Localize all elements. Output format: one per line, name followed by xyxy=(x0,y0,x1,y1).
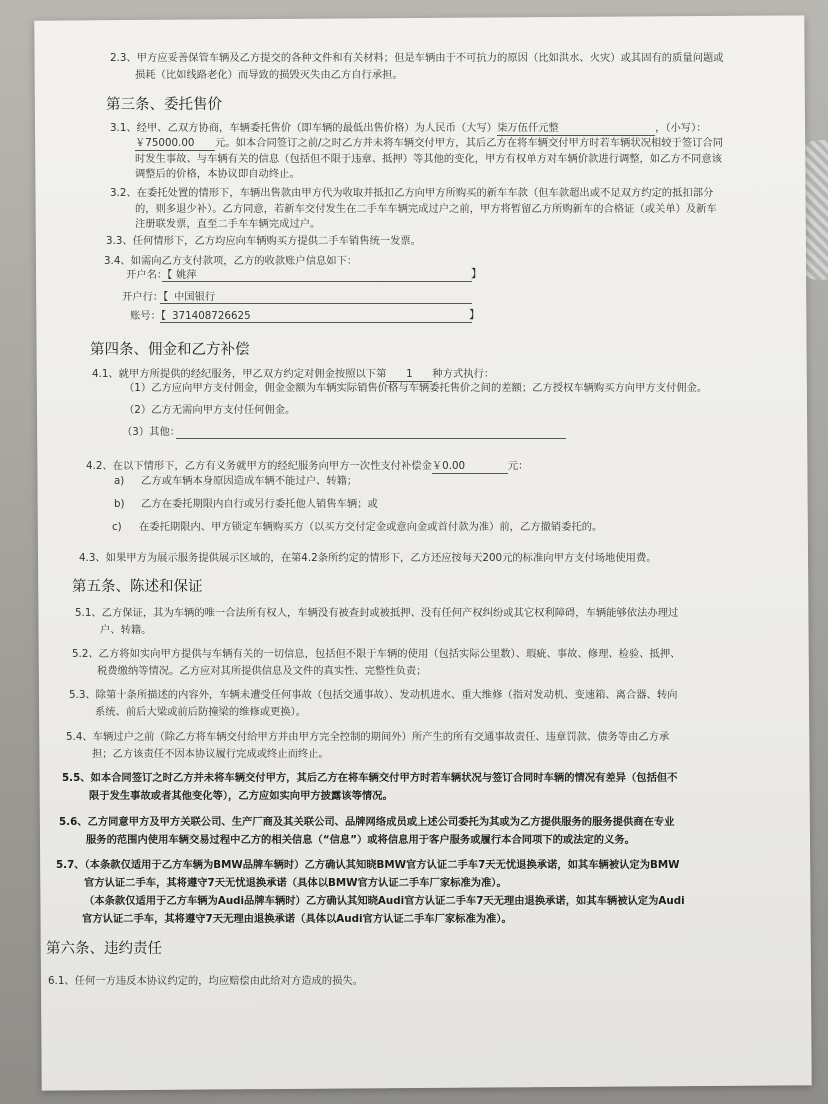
clause-3-2-line-3: 注册联发票，直至二手车车辆完成过户。 xyxy=(135,218,321,230)
account-name-label: 开户名：【 xyxy=(126,269,173,281)
clause-4-2 xyxy=(86,459,528,474)
clause-5-5-line-2: 限于发生事故或者其他变化等），乙方应如实向甲方披露该等情况。 xyxy=(89,790,393,802)
account-name-underline xyxy=(162,281,472,282)
clause-4-2-text-b: 元： xyxy=(507,460,529,472)
account-bank-underline xyxy=(160,303,472,304)
account-number-underline xyxy=(160,322,472,323)
compensation-item-a-label: a) xyxy=(114,475,125,487)
commission-option-1: （1）乙方应向甲方支付佣金，佣金金额为车辆实际销售价格与车辆委托售价之间的差额；乙方授权车辆购买方向甲方支付佣金。 xyxy=(124,382,708,394)
clause-5-3-line-2: 系统、前后大梁或前后防撞梁的维修或更换）。 xyxy=(95,706,307,718)
article-5-title: 第五条、陈述和保证 xyxy=(72,579,203,595)
clause-5-7-line-3: （本条款仅适用于乙方车辆为Audi品牌车辆时）乙方确认其知晓Audi官方认证二手车7天无理由退换承诺，如其车辆被认定为Audi xyxy=(84,895,685,907)
compensation-item-a: 乙方或车辆本身原因造成车辆不能过户、转籍； xyxy=(141,475,358,487)
clause-6-1: 6.1、任何一方违反本协议约定的，均应赔偿由此给对方造成的损失。 xyxy=(48,975,363,987)
clause-3-3: 3.3、任何情形下，乙方均应向车辆购买方提供二手车销售统一发票。 xyxy=(106,235,421,247)
clause-5-1-line-1: 5.1、乙方保证，其为车辆的唯一合法所有权人，车辆没有被查封或被抵押、没有任何产权纠纷或其它权利障碍，车辆能够依法办理过 xyxy=(75,607,679,619)
account-number-label: 账号：【 xyxy=(130,310,167,322)
clause-3-1-line-3: 时发生事故、与车辆有关的信息（包括但不限于违章、抵押）等其他的变化，甲方有权单方对车辆价款进行调整，如乙方不同意该 xyxy=(135,153,722,165)
clause-5-7-line-1: 5.7、（本条款仅适用于乙方车辆为BMW品牌车辆时）乙方确认其知晓BMW官方认证二手车7天无忧退换承诺，如其车辆被认定为BMW xyxy=(56,859,680,871)
account-bank-label: 开户行：【 xyxy=(122,291,169,303)
account-name-value: 姚萍 xyxy=(176,269,197,281)
commission-option-2: （2）乙方无需向甲方支付任何佣金。 xyxy=(124,404,296,416)
clause-5-4-line-1: 5.4、车辆过户之前（除乙方将车辆交付给甲方并由甲方完全控制的期间外）所产生的所有交通事故责任、违章罚款、债务等由乙方承 xyxy=(66,731,670,743)
clause-5-2-line-2: 税费缴纳等情况。乙方应对其所提供信息及文件的真实性、完整性负责； xyxy=(97,665,427,677)
article-3-title: 第三条、委托售价 xyxy=(106,97,222,113)
clause-5-7-line-4: 官方认证二手车，其将遵守7天无理由退换承诺（具体以Audi官方认证二手车厂家标准为准）。 xyxy=(82,913,512,925)
clause-3-4: 3.4、如需向乙方支付款项，乙方的收款账户信息如下： xyxy=(104,255,358,267)
price-upper-field: 柒万伍仟元整 xyxy=(497,121,655,136)
clause-3-2-line-1: 3.2、在委托处置的情形下，车辆出售款由甲方代为收取并抵扣乙方向甲方所购买的新车车款（但车款超出或不足双方约定的抵扣部分 xyxy=(110,187,714,199)
other-option-underline xyxy=(176,438,566,439)
clause-3-1-text-b: ，（小写）： xyxy=(655,122,707,134)
compensation-item-b-label: b) xyxy=(114,498,125,510)
clause-4-1 xyxy=(92,367,494,382)
account-bank-value: 中国银行 xyxy=(174,291,216,303)
clause-2-3-line-1: 2.3、甲方应妥善保管车辆及乙方提交的各种文件和有关材料；但是车辆由于不可抗力的原因（比如洪水、火灾）或其固有的质量问题或 xyxy=(110,52,724,64)
clause-2-3-line-2: 损耗（比如线路老化）而导致的损毁灭失由乙方自行承担。 xyxy=(135,69,403,81)
compensation-item-c: 在委托期限内、甲方锁定车辆购买方（以买方交付定金或意向金或首付款为准）前，乙方撤销委托的。 xyxy=(139,521,603,533)
compensation-item-c-label: c) xyxy=(112,521,122,533)
clause-5-2-line-1: 5.2、乙方将如实向甲方提供与车辆有关的一切信息，包括但不限于车辆的使用（包括实际公里数）、瑕疵、事故、修理、检验、抵押、 xyxy=(72,648,681,660)
clause-3-1-line-2 xyxy=(135,136,723,151)
commission-option-3: （3）其他： xyxy=(122,426,181,438)
price-lower-field: ￥75000.00 xyxy=(135,136,215,151)
clause-3-1-line-4: 调整后的价格，本协议即自动终止。 xyxy=(135,168,300,180)
clause-5-6-line-2: 服务的范围内使用车辆交易过程中乙方的相关信息（“信息”）或将信息用于客户服务或履行本合同项下的或法定的义务。 xyxy=(86,834,635,846)
clause-5-7-line-2: 官方认证二手车，其将遵守7天无忧退换承诺（具体以BMW官方认证二手车厂家标准为准）。 xyxy=(84,877,507,889)
clause-4-2-text-a: 4.2、在以下情形下，乙方有义务就甲方的经纪服务向甲方一次性支付补偿金 xyxy=(86,460,432,472)
clause-5-5-line-1: 5.5、如本合同签订之时乙方并未将车辆交付甲方，其后乙方在将车辆交付甲方时若车辆状况与签订合同时车辆的情况有差异（包括但不 xyxy=(62,772,678,784)
clause-4-3: 4.3、如果甲方为展示服务提供展示区域的，在第4.2条所约定的情形下，乙方还应按每天200元的标准向甲方支付场地使用费。 xyxy=(79,552,657,564)
commission-option-field: 1 xyxy=(386,367,432,382)
clause-5-6-line-1: 5.6、乙方同意甲方及甲方关联公司、生产厂商及其关联公司、品牌网络成员或上述公司委托为其或为乙方提供服务的服务提供商在专业 xyxy=(59,816,675,828)
clause-3-1-text-a: 3.1、经甲、乙双方协商，车辆委托售价（即车辆的最低出售价格）为人民币（大写） xyxy=(110,122,498,134)
clause-5-4-line-2: 担；乙方该责任不因本协议履行完成或终止而终止。 xyxy=(92,748,329,760)
clause-4-1-text-b: 种方式执行： xyxy=(432,368,495,380)
clause-4-1-text-a: 4.1、就甲方所提供的经纪服务，甲乙双方约定对佣金按照以下第 xyxy=(92,368,387,380)
clause-3-1-text-c: 元。如本合同签订之前/之时乙方并未将车辆交付甲方，其后乙方在将车辆交付甲方时若车辆状况相较于签订合同 xyxy=(215,137,724,149)
account-number-value: 371408726625 xyxy=(172,310,251,322)
clause-5-1-line-2: 户、转籍。 xyxy=(100,624,152,636)
clause-3-1-line-1 xyxy=(110,121,707,136)
clause-3-2-line-2: 的，则多退少补）。乙方同意，若新车交付发生在二手车车辆完成过户之前，甲方将暂留乙方所购新车的合格证（或关单）及新车 xyxy=(135,203,717,215)
account-name-bracket: 】 xyxy=(471,267,482,280)
account-number-bracket: 】 xyxy=(469,308,480,321)
compensation-item-b: 乙方在委托期限内自行或另行委托他人销售车辆；或 xyxy=(141,498,378,510)
clause-5-3-line-1: 5.3、除第十条所描述的内容外，车辆未遭受任何事故（包括交通事故）、发动机进水、重大维修（指对发动机、变速箱、离合器、转向 xyxy=(69,689,678,701)
article-6-title: 第六条、违约责任 xyxy=(46,941,162,957)
article-4-title: 第四条、佣金和乙方补偿 xyxy=(90,342,250,358)
compensation-amount-field: ￥0.00 xyxy=(432,459,508,474)
